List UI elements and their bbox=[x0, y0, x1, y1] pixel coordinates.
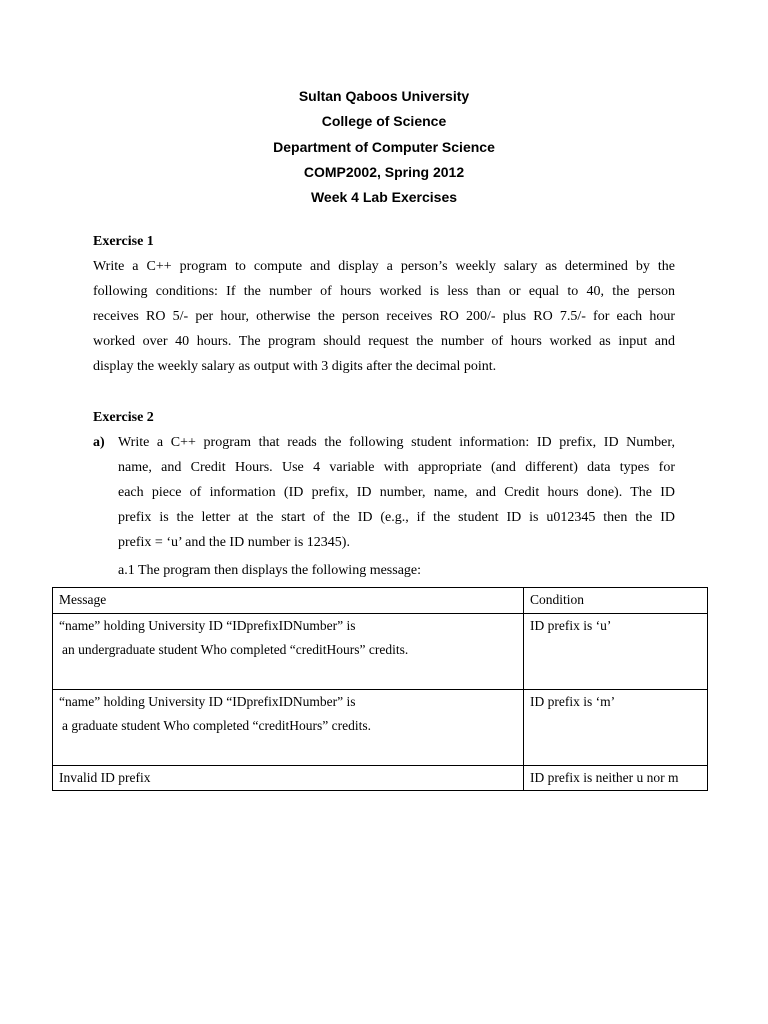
a1-instruction: a.1 The program then displays the following message: bbox=[118, 563, 422, 578]
part-a-body bbox=[118, 432, 675, 557]
message-cell bbox=[53, 690, 524, 766]
department-name: Department of Computer Science bbox=[273, 138, 495, 155]
course-name: COMP2002, Spring 2012 bbox=[303, 163, 465, 180]
part-a-line: prefix is the letter at the start of the ID (e.g., if the student ID is u012345 then the ID bbox=[118, 510, 675, 525]
table-row bbox=[53, 690, 708, 766]
exercise-2-title: Exercise 2 bbox=[93, 410, 154, 425]
exercise-1-line: worked over 40 hours. The program should request the number of hours worked as input and bbox=[93, 334, 675, 349]
table-header-row bbox=[53, 588, 708, 614]
document-title: Week 4 Lab Exercises bbox=[310, 189, 458, 206]
condition-cell: ID prefix is ‘m’ bbox=[524, 690, 708, 766]
college-name: College of Science bbox=[321, 113, 447, 130]
condition-cell: ID prefix is neither u nor m bbox=[524, 766, 708, 791]
exercise-1-body bbox=[93, 256, 675, 381]
exercise-1-line: receives RO 5/- per hour, otherwise the person receives RO 200/- plus RO 7.5/- for each hour bbox=[93, 309, 675, 324]
condition-cell: ID prefix is ‘u’ bbox=[524, 614, 708, 690]
message-cell bbox=[53, 614, 524, 690]
message-condition-table bbox=[52, 587, 708, 791]
message-line: Invalid ID prefix bbox=[59, 770, 151, 785]
message-line: “name” holding University ID “IDprefixIDNumber” is bbox=[59, 694, 356, 709]
message-line: an undergraduate student Who completed “creditHours” credits. bbox=[62, 642, 409, 657]
message-cell bbox=[53, 766, 524, 791]
exercise-1-line: display the weekly salary as output with 3 digits after the decimal point. bbox=[93, 359, 497, 374]
university-name: Sultan Qaboos University bbox=[298, 88, 470, 104]
part-a-line: each piece of information (ID prefix, ID number, name, and Credit hours done). The ID bbox=[118, 485, 675, 500]
table-header-message: Message bbox=[53, 588, 524, 614]
exercise-1-line: following conditions: If the number of hours worked is less than or equal to 40, the person bbox=[93, 284, 675, 299]
table-header-condition: Condition bbox=[524, 588, 708, 614]
document-header bbox=[0, 86, 768, 212]
part-a-line: prefix = ‘u’ and the ID number is 12345). bbox=[118, 535, 350, 550]
part-a-label: a) bbox=[93, 435, 105, 450]
message-line: a graduate student Who completed “creditHours” credits. bbox=[62, 718, 372, 733]
message-line: “name” holding University ID “IDprefixIDNumber” is bbox=[59, 618, 356, 633]
table-row bbox=[53, 766, 708, 791]
exercise-1-title: Exercise 1 bbox=[93, 234, 154, 249]
part-a-line: Write a C++ program that reads the following student information: ID prefix, ID Number, bbox=[118, 435, 675, 450]
table-row bbox=[53, 614, 708, 690]
part-a-line: name, and Credit Hours. Use 4 variable with appropriate (and different) data types for bbox=[118, 460, 675, 475]
exercise-1-line: Write a C++ program to compute and display a person’s weekly salary as determined by the bbox=[93, 259, 675, 274]
